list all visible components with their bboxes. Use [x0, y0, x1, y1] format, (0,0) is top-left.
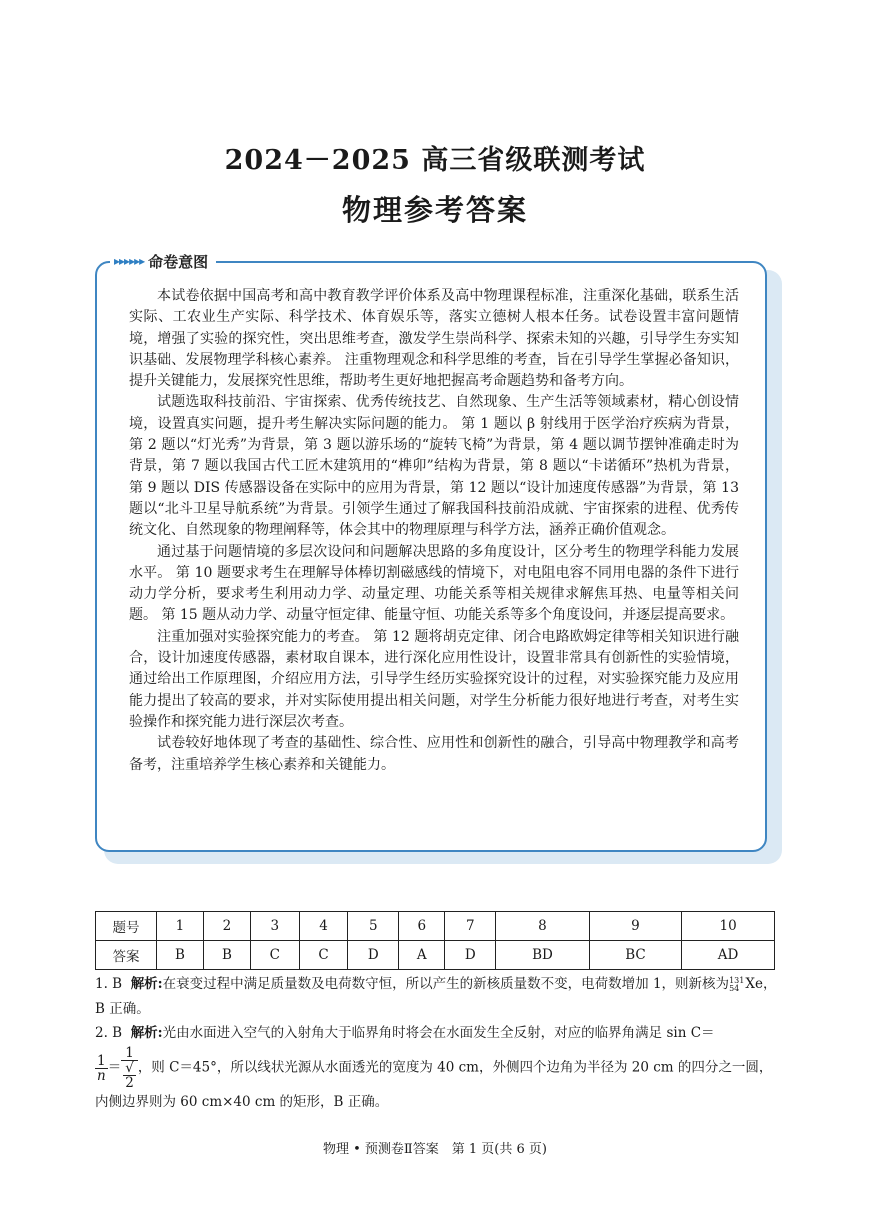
answer-cell: BC [589, 941, 681, 970]
question-number-cell: 2 [203, 912, 250, 941]
page-footer: 物理 • 预测卷Ⅱ答案 第 1 页(共 6 页) [323, 1142, 547, 1157]
answer-cell: D [445, 941, 496, 970]
question-number-cell: 8 [496, 912, 589, 941]
fraction-2-numerator: 1 [121, 1046, 138, 1061]
mass-number: 131 [729, 975, 745, 985]
question-number-row [96, 912, 775, 941]
intent-paragraph-5: 试卷较好地体现了考查的基础性、综合性、应用性和创新性的融合，引导高中物理教学和高考备考，注重培养学生核心素养和关键能力。 [129, 735, 739, 773]
nuclide-notation [729, 977, 744, 993]
answer-cell: BD [496, 941, 589, 970]
title-line-2: 物理参考答案 [341, 193, 528, 227]
question-number-cell: 10 [682, 912, 775, 941]
sqrt-radicand: 2 [123, 1075, 136, 1090]
answer-cell: A [399, 941, 445, 970]
question-number-cell: 4 [299, 912, 348, 941]
intent-paragraph-4: 注重加强对实验探究能力的考查。 第 12 题将胡克定律、闭合电路欧姆定律等相关知识进行融合，设计加速度传感器，素材取自课本，进行深化应用性设计，设置非常具有创新性的实验情境，通过给出工作原理图，介绍应用方法，引导学生经历实验探究设计的过程，对实验探究能力及应用能力提出了较高的要求，并对实际使用提出相关问题，对学生分析能力很好地进行考查，对考生实验操作和探究能力进行深层次考查。 [129, 628, 739, 730]
title-line-1: 2024－2025 高三省级联测考试 [224, 145, 646, 176]
answer-header: 答案 [96, 941, 157, 970]
answer-cell: B [203, 941, 250, 970]
answer-cell: C [250, 941, 299, 970]
intent-text [129, 286, 739, 776]
answer-cell: C [299, 941, 348, 970]
question-number-cell: 3 [250, 912, 299, 941]
fraction-2-denominator [121, 1061, 138, 1090]
question-number-cell: 9 [589, 912, 681, 941]
explanation-1-label: 解析: [130, 976, 163, 992]
question-number-cell: 7 [445, 912, 496, 941]
explanation-1-tail: ，B 正确。 [95, 976, 777, 1017]
question-number-cell: 6 [399, 912, 445, 941]
fraction-1-over-n [95, 1054, 108, 1083]
question-number-cell: 5 [348, 912, 399, 941]
fraction-1-denominator: n [97, 1067, 106, 1084]
answer-cell: AD [682, 941, 775, 970]
explanation-2-prefix: 2. B [95, 1025, 123, 1041]
element-symbol: Xe [745, 976, 763, 992]
answer-cell: B [157, 941, 204, 970]
answer-row [96, 941, 775, 970]
answer-table [95, 911, 775, 970]
intent-paragraph-3: 通过基于问题情境的多层次设问和问题解决思路的多角度设计，区分考生的物理学科能力发展水平。 第 10 题要求考生在理解导体棒切割磁感线的情境下，对电阻电容不同用电器的条件下进行动力学分析，要求考生利用动力学、动量定理、功能关系等相关规律求解焦耳热、电量等相关问题。 第 15 题从动力学、动量守恒定律、能量守恒、功能关系等多个角度设问，并逐层提高要求。 [129, 543, 739, 624]
arrow-icon: ▸▸▸▸▸▸ [114, 254, 145, 268]
explanation-1-prefix: 1. B [95, 976, 123, 992]
explanation-2-text-2: ，则 C＝45°，所以线状光源从水面透光的宽度为 40 cm，外侧四个边角为半径为 20 cm 的四分之一圆，内侧边界则为 60 cm×40 cm 的矩形，B 正确。 [95, 1059, 773, 1110]
explanation-1 [95, 972, 785, 1022]
explanation-1-text: 在衰变过程中满足质量数及电荷数守恒，所以产生的新核质量数不变，电荷数增加 1，则新核为 [162, 976, 730, 992]
equals-sign: ＝ [107, 1059, 122, 1076]
intent-label: 命卷意图 [148, 252, 209, 271]
atomic-number: 54 [729, 983, 740, 993]
intent-paragraph-2: 试题选取科技前沿、宇宙探索、优秀传统技艺、自然现象、生产生活等领域素材，精心创设情境，设置真实问题，提升考生解决实际问题的能力。 第 1 题以 β 射线用于医学治疗疾病为背景，第 2 题以“灯光秀”为背景，第 3 题以游乐场的“旋转飞椅”为背景，第 4 题以调节摆钟准确走时为背景，第 7 题以我国古代工匠木建筑用的“榫卯”结构为背景，第 8 题以“卡诺循环”热机为背景，第 9 题以 DIS 传感器设备在实际中的应用为背景，第 12 题以“设计加速度传感器”为背景，第 13 题以“北斗卫星导航系统”为背景。引领学生通过了解我国科技前沿成就、宇宙探索的进程、优秀传统文化、自然现象的物理阐释等，体会其中的物理原理与科学方法，涵养正确价值观念。 [129, 394, 739, 539]
fraction-1-numerator: 1 [95, 1054, 108, 1069]
explanation-2 [95, 1021, 785, 1115]
question-number-header: 题号 [96, 912, 157, 941]
question-number-cell: 1 [157, 912, 204, 941]
intent-header [110, 250, 216, 272]
answer-cell: D [348, 941, 399, 970]
explanation-2-text-1: 光由水面进入空气的入射角大于临界角时将会在水面发生全反射，对应的临界角满足 sin C＝ [162, 1025, 715, 1041]
explanation-2-label: 解析: [130, 1025, 163, 1041]
sqrt-icon: √ [125, 1060, 134, 1076]
intent-paragraph-1: 本试卷依据中国高考和高中教育教学评价体系及高中物理课程标准，注重深化基础，联系生活实际、工农业生产实际、科学技术、体育娱乐等，落实立德树人根本任务。试卷设置丰富问题情境，增强了实验的探究性，突出思维考查，激发学生崇尚科学、探索未知的兴趣，引导学生夯实知识基础、发展物理学科核心素养。 注重物理观念和科学思维的考查，旨在引导学生掌握必备知识，提升关键能力，发展探究性思维，帮助考生更好地把握高考命题趋势和备考方向。 [129, 288, 739, 390]
fraction-1-over-sqrt2 [121, 1046, 138, 1090]
